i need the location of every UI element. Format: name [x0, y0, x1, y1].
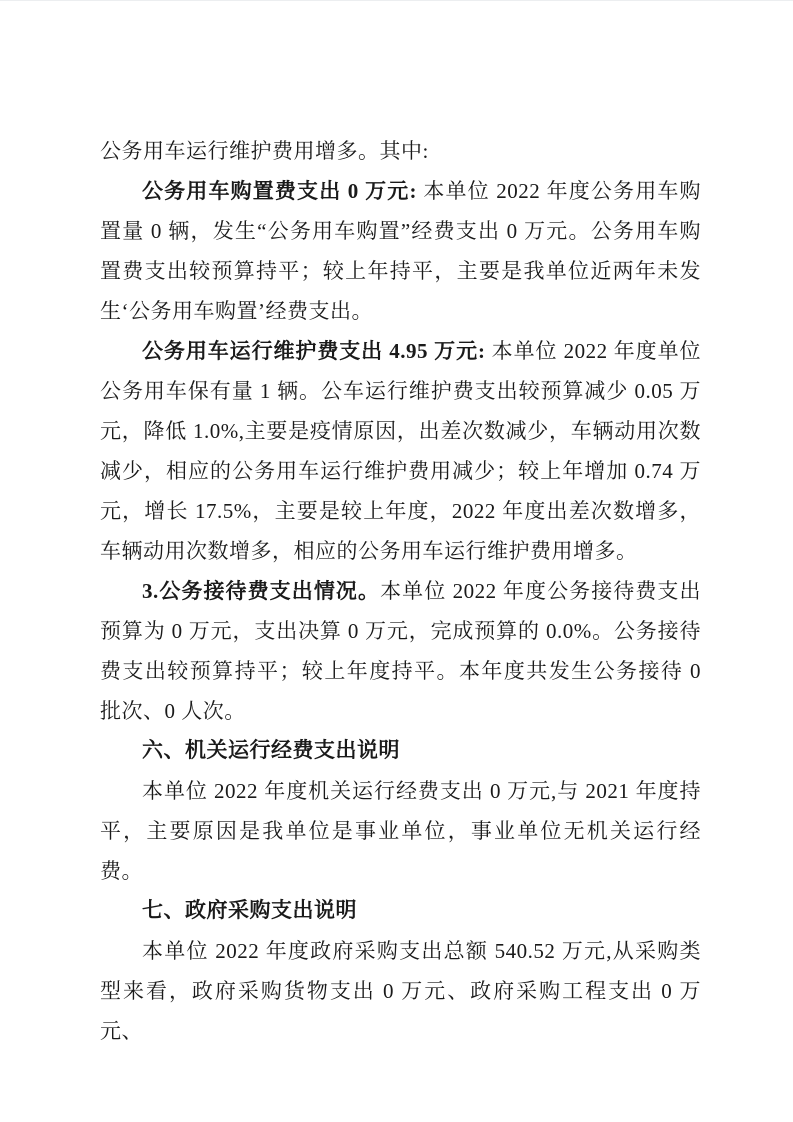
- section-heading-government-procurement: [100, 891, 701, 931]
- paragraph-official-reception: [100, 571, 701, 731]
- paragraph-text: 本单位 2022 年度机关运行经费支出 0 万元,与 2021 年度持平，主要原因是我单位是事业单位，事业单位无机关运行经费。: [100, 779, 701, 883]
- paragraph-text: 本单位 2022 年度公务接待费支出预算为 0 万元，支出决算 0 万元，完成预算的 0.0%。公务接待费支出较预算持平；较上年度持平。本年度共发生公务接待 0 批次、0 人次。: [100, 579, 702, 723]
- paragraph-text: 本单位 2022 年度单位公务用车保有量 1 辆。公车运行维护费支出较预算减少 0.05 万元，降低 1.0%,主要是疫情原因，出差次数减少，车辆动用次数减少，相应的公务用车运行维护费用减少；较上年增加 0.74 万元，增长 17.5%，主要是较上年度，2022 年度出差次数增多，车辆动用次数增多，相应的公务用车运行维护费用增多。: [100, 339, 701, 563]
- section-heading-operating-expenses: [100, 731, 701, 771]
- paragraph-operating-expenses: [100, 771, 701, 891]
- heading-text: 七、政府采购支出说明: [142, 899, 357, 922]
- paragraph-vehicle-purchase: [100, 171, 701, 331]
- paragraph-lead-bold: 公务用车运行维护费支出 4.95 万元:: [142, 339, 486, 363]
- paragraph-lead-bold: 公务用车购置费支出 0 万元:: [142, 179, 417, 203]
- paragraph-text: 公务用车运行维护费用增多。其中:: [100, 139, 429, 163]
- document-body: [100, 131, 701, 1051]
- paragraph-lead-bold: 3.公务接待费支出情况。: [142, 579, 381, 603]
- paragraph-vehicle-maintenance: [100, 331, 701, 571]
- paragraph-continuation: [100, 131, 701, 171]
- paragraph-text: 本单位 2022 年度公务用车购置量 0 辆，发生“公务用车购置”经费支出 0 万元。公务用车购置费支出较预算持平；较上年持平，主要是我单位近两年未发生‘公务用车购置’经费支出。: [100, 179, 702, 323]
- paragraph-government-procurement: [100, 931, 701, 1051]
- paragraph-text: 本单位 2022 年度政府采购支出总额 540.52 万元,从采购类型来看，政府采购货物支出 0 万元、政府采购工程支出 0 万元、: [100, 939, 701, 1043]
- heading-text: 六、机关运行经费支出说明: [142, 739, 400, 762]
